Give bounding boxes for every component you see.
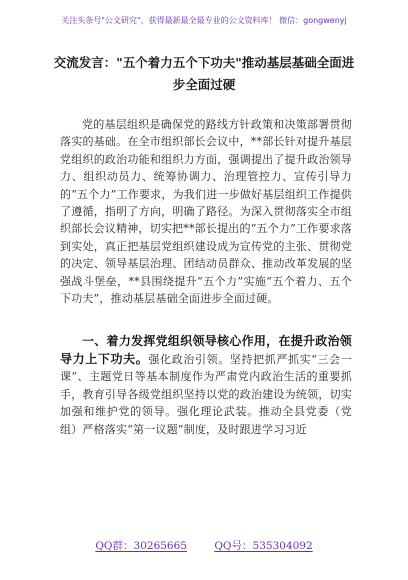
header-banner: 关注头条号"公文研究"，获得最新最全最专业的公文资料库！ 微信：gongwenyj — [61, 16, 347, 25]
title-line-2: 步全面过硬 — [172, 77, 236, 92]
paragraph-gap — [60, 307, 352, 333]
qq-number-link[interactable]: QQ号：535304092 — [214, 540, 313, 552]
qq-group-link[interactable]: QQ群：30265665 — [95, 540, 187, 552]
intro-paragraph: 党的基层组织是确保党的路线方针政策和决策部署贯彻落实的基础。在全市组织部长会议中，**部长针对提升基层党组织的政治功能和组织力方面，强调提出了提升政治领导力、组织动员力、统筹协调力、治理管控力、宣传引导力的“五个力”工作要求，为我们进一步做好基层组织工作提供了遵循，指明了方向，明确了路径。为深入贯彻落实全市组织部长会议精神，切实把**部长提出的“五个力”工作要求落到实处，真正把基层党组织建设成为宣传党的主张、贯彻党的决定、领导基层治理、团结动员群众、推动改革发展的坚强战斗堡垒，**县围绕提升“五个力”实施“五个着力、五个下功夫”，推动基层基础全面进步全面过硬。 — [60, 118, 352, 306]
section-1-body: 强化政治引领。坚持把抓严抓实“三会一课”、主题党日等基本制度作为严肃党内政治生活的重要抓手，教育引导各级党组织坚持以党的政治建设为统领，切实加强和维护党的领导。强化理论武装。推动全县党委（党组）严格落实“第一议题”制度，及时跟进学习习近 — [60, 352, 352, 436]
document-body — [60, 116, 352, 438]
document-title — [44, 52, 364, 96]
section-1-paragraph — [60, 333, 352, 437]
title-line-1: 交流发言："五个着力五个下功夫"推动基层基础全面进 — [53, 55, 355, 70]
section-1-heading: 一、着力发挥党组织领导核心作用，在提升政治领导力上下功夫。 — [60, 334, 352, 366]
footer-contacts — [0, 538, 408, 553]
